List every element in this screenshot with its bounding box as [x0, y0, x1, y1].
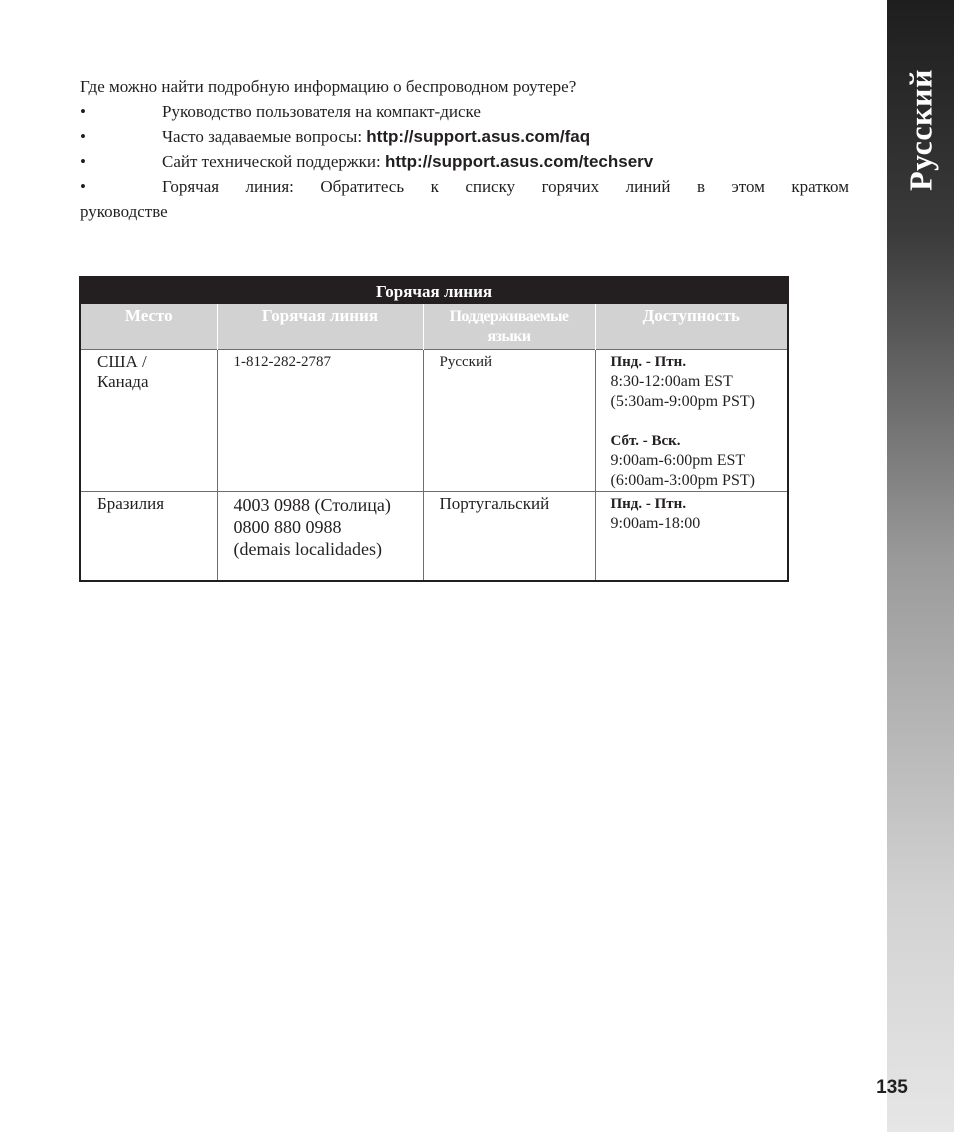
list-item	[80, 99, 849, 124]
list-item-text: Горячая линия: Обратитесь к списку горячих линий в этом кратком	[162, 177, 849, 196]
header-languages-line1: Поддерживаемые	[449, 308, 569, 325]
list-item	[80, 149, 849, 174]
hotline-table	[79, 276, 789, 582]
phone-note: (demais localidades)	[233, 539, 382, 559]
list-item-continuation: руководстве	[80, 202, 168, 221]
list-item-text: Руководство пользователя на компакт-диске	[162, 102, 481, 121]
techserv-link[interactable]: http://support.asus.com/techserv	[384, 152, 654, 171]
phone-number: 1-812-282-2787	[233, 354, 331, 370]
page-number: 135	[876, 1077, 908, 1098]
intro-section	[80, 74, 849, 224]
table-row	[80, 492, 788, 582]
language-tab-label: Русский	[902, 69, 938, 191]
hours-text: 8:30-12:00am EST	[610, 373, 733, 390]
cell-phone	[217, 492, 423, 582]
days-label: Пнд. - Птн.	[610, 354, 687, 370]
cell-place	[80, 492, 217, 582]
days-label: Сбт. - Вск.	[610, 433, 681, 449]
bullet-icon: •	[80, 127, 86, 146]
intro-question: Где можно найти подробную информацию о беспроводном роутере?	[80, 77, 577, 96]
bullet-icon: •	[80, 177, 86, 196]
cell-language: Португальский	[423, 492, 595, 582]
phone-number: 4003 0988 (Столица)	[233, 495, 391, 515]
bullet-icon: •	[80, 102, 86, 121]
cell-phone	[217, 350, 423, 492]
list-item-text: Часто задаваемые вопросы:	[162, 127, 367, 146]
list-item	[80, 124, 849, 149]
hours-text: 9:00am-6:00pm EST	[610, 452, 746, 469]
hours-text: 9:00am-18:00	[610, 515, 701, 532]
resource-list	[80, 99, 849, 224]
place-line: Бразилия	[97, 494, 165, 513]
header-availability: Доступность	[595, 304, 788, 350]
days-label: Пнд. - Птн.	[610, 496, 687, 512]
list-item	[80, 174, 849, 224]
table-header-row	[80, 304, 788, 350]
place-line: Канада	[97, 372, 149, 391]
bullet-icon: •	[80, 152, 86, 171]
phone-number: 0800 880 0988	[233, 517, 342, 537]
hours-text: (6:00am-3:00pm PST)	[610, 472, 755, 489]
cell-language: Русский	[423, 350, 595, 492]
language-tab	[887, 0, 954, 260]
list-item-text: Сайт технической поддержки:	[162, 152, 385, 171]
cell-availability	[595, 350, 788, 492]
faq-link[interactable]: http://support.asus.com/faq	[366, 127, 591, 146]
cell-place	[80, 350, 217, 492]
table-title: Горячая линия	[80, 277, 788, 304]
hours-text: (5:30am-9:00pm PST)	[610, 393, 755, 410]
place-line: США /	[97, 352, 147, 371]
header-hotline: Горячая линия	[217, 304, 423, 350]
table-row	[80, 350, 788, 492]
header-languages	[423, 304, 595, 350]
cell-availability	[595, 492, 788, 582]
table-title-row	[80, 277, 788, 304]
header-place: Место	[80, 304, 217, 350]
header-languages-line2: языки	[487, 328, 531, 345]
